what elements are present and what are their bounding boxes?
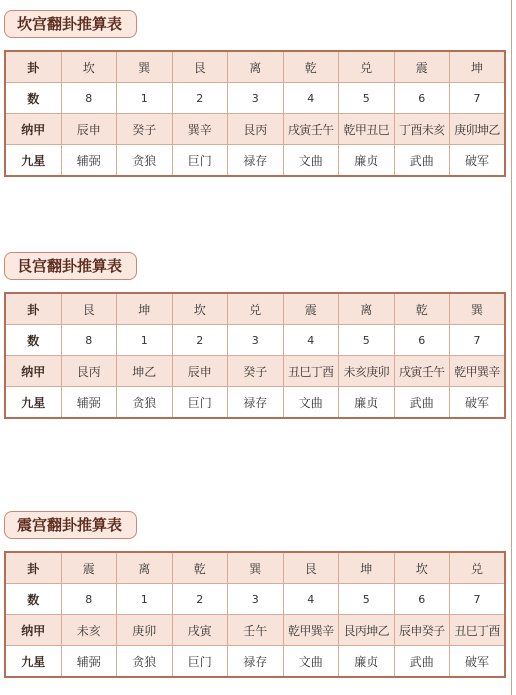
table-cell: 廉贞 (339, 387, 395, 419)
table-cell: 武曲 (394, 145, 450, 177)
table-cell: 1 (117, 83, 173, 114)
table-cell: 3 (228, 83, 284, 114)
table-cell: 2 (172, 325, 228, 356)
table-cell: 乾 (394, 293, 450, 325)
table-cell: 坎 (172, 293, 228, 325)
table-cell: 辰申 (172, 356, 228, 387)
table-cell: 乾甲丑巳 (339, 114, 395, 145)
table-cell: 坤 (339, 552, 395, 584)
table-cell: 文曲 (283, 387, 339, 419)
row-header: 纳甲 (5, 114, 61, 145)
table-row-shu (5, 584, 505, 615)
table-row-najia (5, 114, 505, 145)
table-cell: 艮 (283, 552, 339, 584)
table-cell: 8 (61, 83, 117, 114)
row-header: 九星 (5, 646, 61, 678)
table-cell: 4 (283, 584, 339, 615)
table-cell: 5 (339, 83, 395, 114)
table-cell: 6 (394, 83, 450, 114)
table-row-gua (5, 552, 505, 584)
table-cell: 庚卯 (117, 615, 173, 646)
row-header: 卦 (5, 293, 61, 325)
table-cell: 震 (394, 51, 450, 83)
row-header: 数 (5, 325, 61, 356)
table-cell: 未亥庚卯 (339, 356, 395, 387)
table-cell: 巨门 (172, 387, 228, 419)
table-cell: 坤乙 (117, 356, 173, 387)
table-cell: 武曲 (394, 387, 450, 419)
table-cell: 2 (172, 83, 228, 114)
table-cell: 震 (61, 552, 117, 584)
table-cell: 乾 (172, 552, 228, 584)
table-cell: 4 (283, 325, 339, 356)
table-cell: 癸子 (228, 356, 284, 387)
table-row-jiuxing (5, 646, 505, 678)
row-header: 九星 (5, 387, 61, 419)
table-row-shu (5, 325, 505, 356)
row-header: 数 (5, 584, 61, 615)
row-header: 卦 (5, 552, 61, 584)
table-cell: 未亥 (61, 615, 117, 646)
table-cell: 7 (450, 83, 506, 114)
table-cell: 2 (172, 584, 228, 615)
table-cell: 7 (450, 584, 506, 615)
table-cell: 6 (394, 584, 450, 615)
table-cell: 乾甲巽辛 (283, 615, 339, 646)
table-cell: 8 (61, 584, 117, 615)
table-cell: 破军 (450, 145, 506, 177)
table-cell: 贪狼 (117, 387, 173, 419)
table-cell: 7 (450, 325, 506, 356)
row-header: 九星 (5, 145, 61, 177)
table-cell: 辅弼 (61, 387, 117, 419)
table-cell: 艮丙 (61, 356, 117, 387)
table-cell: 戌寅壬午 (283, 114, 339, 145)
table-cell: 廉贞 (339, 145, 395, 177)
table-cell: 坎 (394, 552, 450, 584)
table-cell: 巨门 (172, 646, 228, 678)
row-header: 数 (5, 83, 61, 114)
table-cell: 8 (61, 325, 117, 356)
table-title: 坎宫翻卦推算表 (4, 10, 137, 38)
table-cell: 破军 (450, 387, 506, 419)
table-cell: 文曲 (283, 145, 339, 177)
table-cell: 廉贞 (339, 646, 395, 678)
table-cell: 艮 (61, 293, 117, 325)
table-cell: 贪狼 (117, 646, 173, 678)
table-title: 震宫翻卦推算表 (4, 511, 137, 539)
table-cell: 破军 (450, 646, 506, 678)
table-cell: 巽 (117, 51, 173, 83)
table-cell: 离 (339, 293, 395, 325)
row-header: 纳甲 (5, 615, 61, 646)
calculation-table (4, 551, 506, 678)
table-cell: 坎 (61, 51, 117, 83)
table-cell: 乾甲巽辛 (450, 356, 506, 387)
table-cell: 坤 (117, 293, 173, 325)
table-cell: 离 (228, 51, 284, 83)
table-row-shu (5, 83, 505, 114)
table-cell: 武曲 (394, 646, 450, 678)
table-cell: 禄存 (228, 145, 284, 177)
table-cell: 丑巳丁酉 (283, 356, 339, 387)
table-cell: 辅弼 (61, 646, 117, 678)
table-row-gua (5, 293, 505, 325)
table-cell: 兑 (228, 293, 284, 325)
table-cell: 兑 (339, 51, 395, 83)
table-row-najia (5, 356, 505, 387)
table-cell: 禄存 (228, 646, 284, 678)
table-row-jiuxing (5, 387, 505, 419)
table-row-gua (5, 51, 505, 83)
table-cell: 坤 (450, 51, 506, 83)
table-cell: 1 (117, 584, 173, 615)
table-cell: 1 (117, 325, 173, 356)
table-cell: 兑 (450, 552, 506, 584)
table-cell: 4 (283, 83, 339, 114)
table-cell: 巽辛 (172, 114, 228, 145)
table-cell: 庚卯坤乙 (450, 114, 506, 145)
table-cell: 戌寅壬午 (394, 356, 450, 387)
calculation-table (4, 292, 506, 419)
table-cell: 5 (339, 325, 395, 356)
table-cell: 辅弼 (61, 145, 117, 177)
table-cell: 辰申 (61, 114, 117, 145)
table-cell: 壬午 (228, 615, 284, 646)
table-cell: 丑巳丁酉 (450, 615, 506, 646)
table-cell: 戌寅 (172, 615, 228, 646)
table-cell: 巽 (228, 552, 284, 584)
table-cell: 艮 (172, 51, 228, 83)
table-cell: 贪狼 (117, 145, 173, 177)
table-cell: 辰申癸子 (394, 615, 450, 646)
table-row-najia (5, 615, 505, 646)
table-cell: 艮丙 (228, 114, 284, 145)
table-cell: 文曲 (283, 646, 339, 678)
row-header: 纳甲 (5, 356, 61, 387)
table-cell: 乾 (283, 51, 339, 83)
table-cell: 6 (394, 325, 450, 356)
table-cell: 禄存 (228, 387, 284, 419)
table-cell: 巨门 (172, 145, 228, 177)
table-cell: 3 (228, 325, 284, 356)
row-header: 卦 (5, 51, 61, 83)
calculation-table (4, 50, 506, 177)
table-cell: 丁酉未亥 (394, 114, 450, 145)
table-cell: 癸子 (117, 114, 173, 145)
table-cell: 震 (283, 293, 339, 325)
table-cell: 艮丙坤乙 (339, 615, 395, 646)
table-cell: 巽 (450, 293, 506, 325)
table-cell: 离 (117, 552, 173, 584)
table-title: 艮宫翻卦推算表 (4, 252, 137, 280)
page-edge-rule (511, 0, 512, 695)
table-cell: 5 (339, 584, 395, 615)
table-row-jiuxing (5, 145, 505, 177)
table-cell: 3 (228, 584, 284, 615)
